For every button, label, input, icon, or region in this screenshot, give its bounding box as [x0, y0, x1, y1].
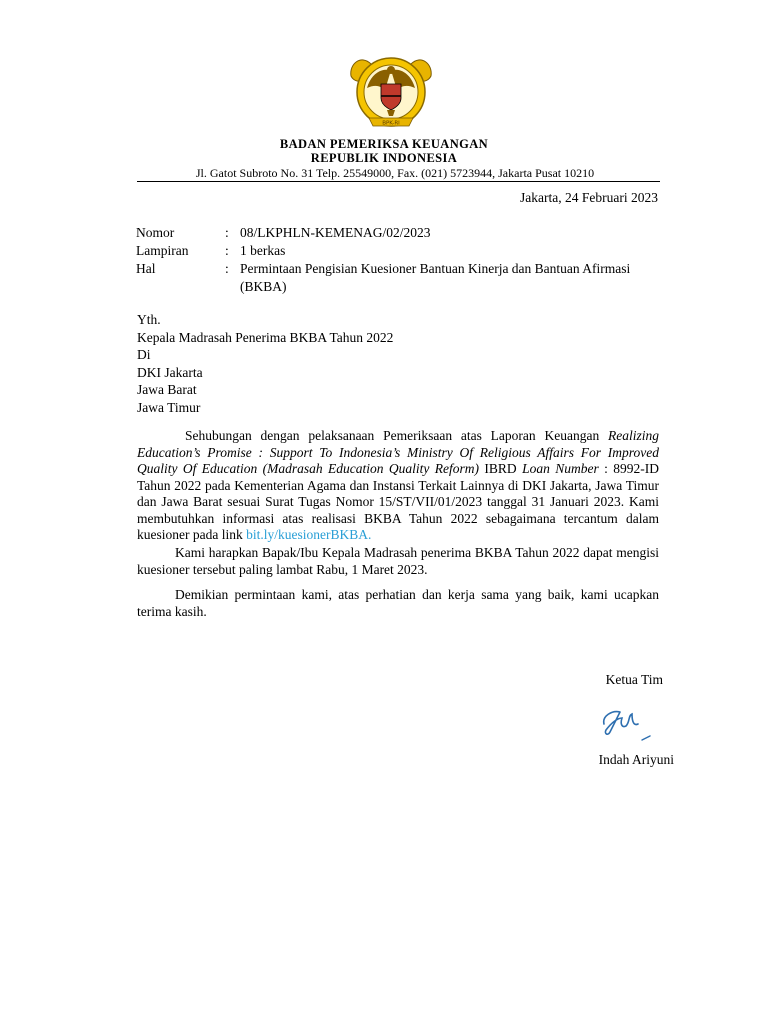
letterhead-divider [137, 181, 660, 182]
meta-row-hal [136, 260, 660, 296]
meta-colon: : [225, 225, 229, 240]
meta-value: 08/LKPHLN-KEMENAG/02/2023 [240, 225, 431, 240]
body-paragraph-2: Kami harapkan Bapak/Ibu Kepala Madrasah penerima BKBA Tahun 2022 dapat mengisi kuesioner tersebut paling lambat Rabu, 1 Maret 2023. [137, 545, 659, 577]
meta-row-lampiran [136, 242, 660, 260]
handwritten-signature [598, 700, 660, 746]
signatory-name: Indah Ariyuni [598, 752, 674, 767]
svg-text:BPK-RI: BPK-RI [382, 120, 400, 127]
recipient-block [137, 311, 393, 416]
org-country: REPUBLIK INDONESIA [310, 151, 458, 165]
meta-value: 1 berkas [240, 243, 286, 258]
org-name: BADAN PEMERIKSA KEUANGAN [279, 137, 489, 151]
bpk-emblem-logo [347, 44, 435, 136]
body-paragraph-3: Demikian permintaan kami, atas perhatian dan kerja sama yang baik, kami ucapkan terima kasih. [137, 587, 659, 619]
meta-key: Hal [136, 261, 156, 276]
questionnaire-link[interactable]: bit.ly/kuesionerBKBA. [246, 527, 372, 542]
recipient-line: DKI Jakarta [137, 364, 203, 380]
letter-meta [136, 224, 660, 296]
recipient-line: Jawa Barat [137, 382, 197, 397]
meta-key: Lampiran [136, 243, 189, 258]
meta-colon: : [225, 243, 229, 258]
meta-value: Permintaan Pengisian Kuesioner Bantuan Kinerja dan Bantuan Afirmasi (BKBA) [240, 261, 631, 294]
meta-row-nomor [136, 224, 660, 242]
meta-key: Nomor [136, 225, 175, 240]
letter-date: Jakarta, 24 Februari 2023 [520, 190, 658, 205]
p1-text: Sehubungan dengan pelaksanaan Pemeriksaan atas Laporan Keuangan [185, 428, 608, 443]
p1-text: : 8992-ID Tahun 2022 pada Kementerian Agama dan Instansi Terkait Lainnya di DKI Jakarta, Jawa Timur dan Jawa Barat sesuai Surat Tugas Nomor 15/ST/VII/01/2023 tanggal 31 Januari 2023. Kami membutuhkan informasi atas realisasi BKBA Tahun 2022 sebagaimana tercantum dalam kuesioner pada link [137, 461, 659, 542]
recipient-line: Kepala Madrasah Penerima BKBA Tahun 2022 [137, 329, 394, 345]
recipient-line: Jawa Timur [137, 399, 201, 415]
org-address: Jl. Gatot Subroto No. 31 Telp. 25549000, Fax. (021) 5723944, Jakarta Pusat 10210 [195, 166, 595, 180]
p1-project-title: Realizing Education’s Promise : Support To Indonesia’s Ministry Of Religious Affairs For Improved Quality Of Education (Madrasah Education Quality Reform) [137, 428, 659, 476]
meta-colon: : [225, 261, 229, 276]
p1-text: IBRD [479, 461, 523, 476]
p1-loan-label: Loan Number [522, 461, 599, 476]
signatory-title: Ketua Tim [605, 672, 663, 687]
recipient-line: Yth. [137, 312, 161, 327]
body-paragraph-1 [137, 428, 659, 544]
recipient-line: Di [137, 347, 151, 362]
